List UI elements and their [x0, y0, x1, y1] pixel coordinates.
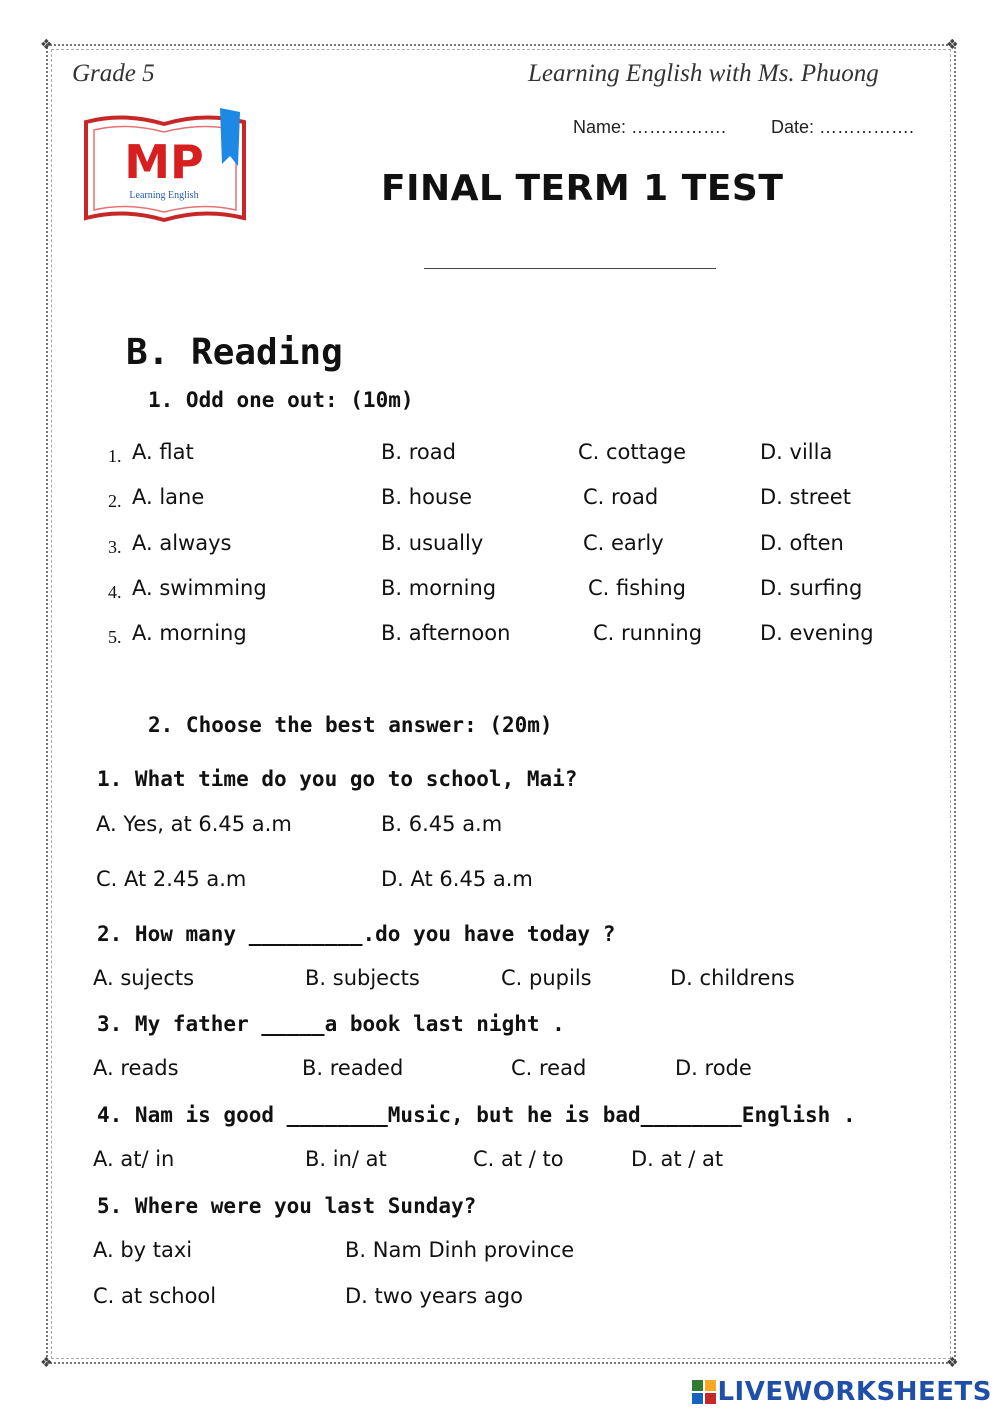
option-b: B. 6.45 a.m: [381, 812, 503, 836]
option-a: A. morning: [132, 621, 247, 645]
question-1: 1. What time do you go to school, Mai?: [97, 767, 578, 791]
option-c: C. read: [511, 1056, 587, 1080]
question-5: 5. Where were you last Sunday?: [97, 1194, 477, 1218]
name-field: Name: …………….: [573, 117, 727, 137]
section-title: B. Reading: [126, 332, 343, 373]
option-b: B. road: [381, 440, 456, 464]
option-c: C. running: [593, 621, 703, 645]
option-c: C. road: [583, 485, 659, 509]
corner-ornament-bottom-left: ❖: [40, 1355, 53, 1371]
row-number: 4.: [108, 582, 122, 602]
option-c: C. at / to: [473, 1147, 564, 1171]
row-number: 5.: [108, 627, 122, 647]
page-title: FINAL TERM 1 TEST: [381, 168, 784, 209]
question-3: 3. My father _____a book last night .: [97, 1012, 565, 1036]
option-d: D. often: [760, 531, 844, 555]
option-c: C. At 2.45 a.m: [96, 867, 247, 891]
liveworksheets-wordmark: LIVEWORKSHEETS: [717, 1377, 992, 1407]
option-d: D. two years ago: [345, 1284, 523, 1308]
option-c: C. pupils: [501, 966, 592, 990]
option-d: D. At 6.45 a.m: [381, 867, 533, 891]
mp-logo: [80, 106, 250, 230]
option-b: B. morning: [381, 576, 497, 600]
option-a: A. lane: [132, 485, 205, 509]
option-b: B. afternoon: [381, 621, 511, 645]
corner-ornament-bottom-right: ❖: [946, 1355, 959, 1371]
question-2: 2. How many _________.do you have today ?: [97, 922, 616, 946]
part1-title: 1. Odd one out: (10m): [148, 388, 414, 412]
row-number: 1.: [108, 446, 122, 466]
corner-ornament-top-right: ❖: [946, 37, 959, 53]
option-a: A. by taxi: [93, 1238, 193, 1262]
option-c: C. early: [583, 531, 664, 555]
option-b: B. subjects: [305, 966, 420, 990]
logo-letters: MP: [124, 135, 204, 189]
option-a: A. always: [132, 531, 232, 555]
row-number: 3.: [108, 537, 122, 557]
option-d: D. at / at: [631, 1147, 724, 1171]
liveworksheets-icon: [691, 1379, 717, 1405]
option-a: A. at/ in: [93, 1147, 175, 1171]
course-label: Learning English with Ms. Phuong: [528, 60, 879, 87]
option-a: A. reads: [93, 1056, 179, 1080]
option-a: A. sujects: [93, 966, 195, 990]
option-b: B. Nam Dinh province: [345, 1238, 575, 1262]
option-c: C. cottage: [578, 440, 686, 464]
question-4: 4. Nam is good ________Music, but he is bad________English .: [97, 1103, 856, 1127]
option-b: B. house: [381, 485, 473, 509]
row-number: 2.: [108, 491, 122, 511]
option-d: D. surfing: [760, 576, 863, 600]
option-b: B. usually: [381, 531, 484, 555]
option-d: D. villa: [760, 440, 833, 464]
grade-label: Grade 5: [72, 60, 155, 87]
title-underline: [424, 268, 716, 269]
liveworksheets-logo: [691, 1375, 992, 1409]
part2-title: 2. Choose the best answer: (20m): [148, 713, 553, 737]
option-d: D. street: [760, 485, 851, 509]
option-d: D. childrens: [670, 966, 795, 990]
date-field: Date: …………….: [771, 117, 915, 137]
logo-caption: Learning English: [129, 190, 199, 201]
option-c: C. fishing: [588, 576, 686, 600]
option-c: C. at school: [93, 1284, 217, 1308]
option-b: B. readed: [302, 1056, 404, 1080]
option-a: A. flat: [132, 440, 194, 464]
option-a: A. swimming: [132, 576, 267, 600]
option-d: D. rode: [675, 1056, 752, 1080]
option-b: B. in/ at: [305, 1147, 387, 1171]
corner-ornament-top-left: ❖: [40, 37, 53, 53]
option-a: A. Yes, at 6.45 a.m: [96, 812, 292, 836]
option-d: D. evening: [760, 621, 874, 645]
